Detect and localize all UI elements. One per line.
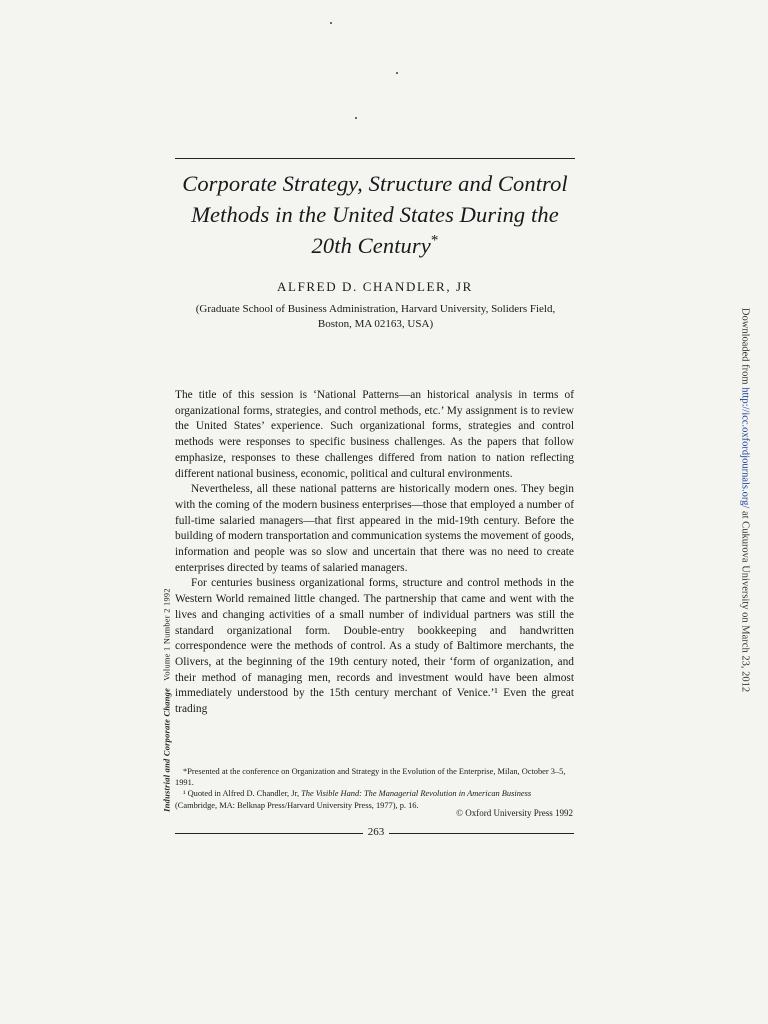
footer-rule-left [175,833,363,834]
article-title [150,168,600,261]
scan-speck [396,72,398,74]
affiliation-line-1: (Graduate School of Business Administration, Harvard University, Soliders Field, [195,303,556,315]
article-body [175,388,574,718]
author-name: ALFRED D. CHANDLER, JR [277,279,473,294]
footnote-2-prefix: ¹ Quoted in Alfred D. Chandler, Jr, [183,789,302,799]
footnote-1: *Presented at the conference on Organization and Strategy in the Evolution of the Enterprise, Milan, October 3–5, 1991. [175,767,566,788]
footnote-2-suffix: (Cambridge, MA: Belknap Press/Harvard University Press, 1977), p. 16. [175,800,419,810]
download-notice-suffix: at Cukurova University on March 23, 2012 [739,508,751,693]
footnotes [175,766,574,811]
journal-url-link[interactable]: http://icc.oxfordjournals.org/ [739,387,751,509]
title-line-3-text: 20th Century [311,233,431,258]
download-notice-prefix: Downloaded from [739,307,751,388]
title-line-1: Corporate Strategy, Structure and Control [182,171,568,196]
journal-margin-citation [163,588,172,812]
title-line-3 [150,230,600,261]
title-footnote-mark: * [430,232,439,249]
journal-name: Industrial and Corporate Change [162,687,172,812]
affiliation-line-2: Boston, MA 02163, USA) [317,318,434,330]
scan-speck [330,22,332,24]
body-paragraph-3: For centuries business organizational forms, structure and control methods in the Western World remained little changed. The partnership that came and went with the lives and changing activities of a small number of individual partners was still the standard organizational form. Double-entry bookkeeping and handwritten correspondence were the methods of control. As a study of Baltimore merchants, the Olivers, at the beginning of the 19th century noted, their ‘form of organization, and their method of managing men, records and investment would have been almost immediately understood by the 15th century merchant of Venice.’¹ Even the great trading [175,577,574,716]
author-affiliation [168,302,583,332]
footnote-2-book-title: The Visible Hand: The Managerial Revolution in American Business [301,789,532,799]
body-paragraph-1: The title of this session is ‘National Patterns—an historical analysis in terms of organizational forms, strategies, and control methods, etc.’ My assignment is to review the United States’ experience. Such organizational forms, strategies and control methods were responses to specific business challenges. As the papers that follow emphasize, responses to these challenges differed from nation to nation reflecting different national business, economic, political and cultural environments. [175,389,574,480]
footer-rule-right [389,833,574,834]
journal-issue-details: Volume 1 Number 2 1992 [162,588,172,681]
copyright-notice: © Oxford University Press 1992 [456,808,573,818]
scan-speck [355,117,357,119]
body-paragraph-2: Nevertheless, all these national patterns are historically modern ones. They begin with the coming of the modern business enterprises—those that employed a number of full-time salaried managers—that first appeared in the mid-19th century. Before the building of modern transportation and communication systems the movement of goods, information and people was so slow and uncertain that there was no need to create enterprises directed by teams of salaried managers. [175,483,574,574]
download-notice [740,308,751,692]
title-line-2: Methods in the United States During the [191,202,559,227]
page-number: 263 [367,826,385,838]
header-rule [175,158,575,159]
